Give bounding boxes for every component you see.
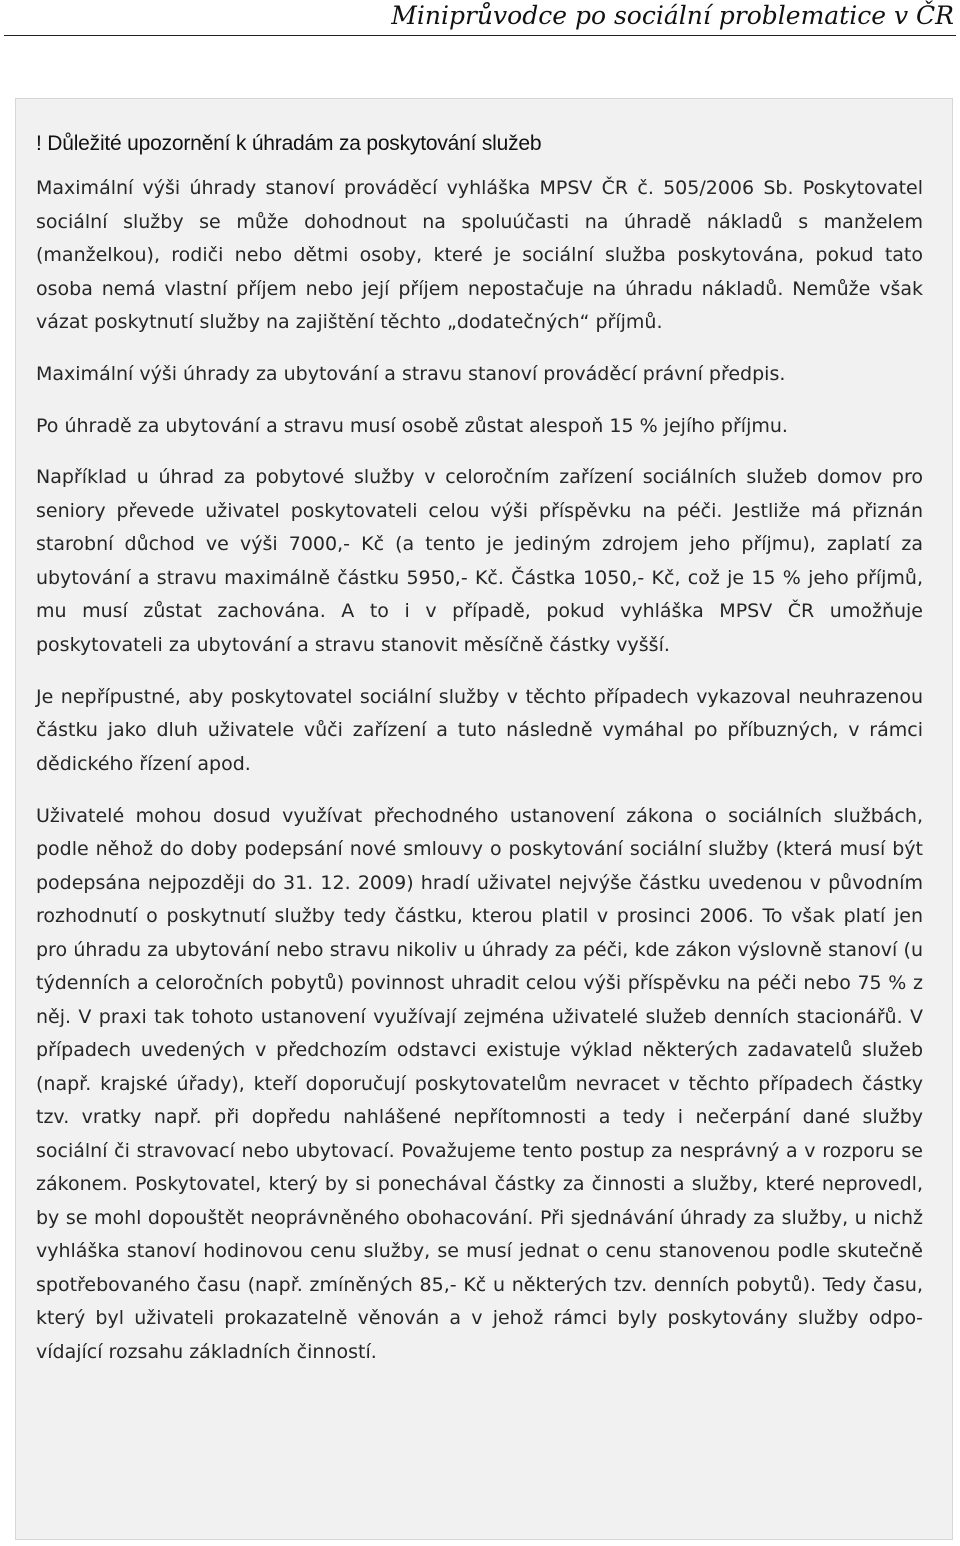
header-rule (4, 35, 956, 36)
paragraph-example: Například u úhrad za pobytové služby v celoročním zařízení sociálních služeb domov pro seniory převede uživatel poskytovateli celou výši příspěvku na péči. Jestliže má přiznán starobní důchod ve výši 7000,- Kč (a tento je jediným zdrojem jeho příjmu), zaplatí za ubytování a stravu maximálně částku 5950,- Kč. Částka 1050,- Kč, což je 15 % jeho příjmů, mu musí zůstat zachována. A to i v případě, pokud vyhláška MPSV ČR umožňuje poskytovateli za ubytování a stravu stanovit měsíčně částky vyšší. (36, 466, 923, 656)
notice-content (36, 172, 923, 1388)
paragraph-debt-prohibition: Je nepřípustné, aby poskytovatel sociální služby v těchto případech vykazoval neuhrazenou částku jako dluh uživatele vůči zařízení a tuto následně vymáhal po příbuzných, v rámci dědického řízení apod. (36, 685, 923, 775)
paragraph-accommodation-limit: Maximální výši úhrady za ubytování a stravu stanoví prováděcí právní předpis. (36, 363, 786, 385)
running-header-title: Miniprůvodce po sociální problematice v ČR (391, 1, 954, 30)
paragraph-max-fee: Maximální výši úhrady stanoví prováděcí vyhláška MPSV ČR č. 505/2006 Sb. Poskytovatel sociální služby se může dohodnout na spoluúčasti na úhradě nákladů s manželem (manželkou), rodiči nebo dětmi osoby, které je sociální služba poskytována, pokud tato osoba nemá vlastní příjem nebo její příjem nepostačuje na úhradu nákladů. Nemůže však vázat poskytnutí služby na zajištění těchto „dodatečných“ příjmů. (36, 177, 923, 333)
paragraph-income-reserve: Po úhradě za ubytování a stravu musí osobě zůstat alespoň 15 % jejího příjmu. (36, 414, 788, 437)
running-header (0, 0, 960, 36)
notice-title: ! Důležité upozornění k úhradám za poskytování služeb (36, 132, 542, 155)
paragraph-transitional-provision: Uživatelé mohou dosud využívat přechodného ustanovení zákona o sociálních službách, podle něhož do doby podepsání nové smlouvy o poskytování sociální služby (která musí být podepsána nejpozději do 31. 12. 2009) hradí uživatel nejvýše částku uvedenou v původním rozhodnutí o poskytnutí služby tedy částku, kterou platil v prosinci 2006. To však platí jen pro úhradu za ubytování nebo stravu nikoliv u úhrady za péči, kde zákon výslovně stanoví (u týdenních a celoročních pobytů) povinnost uhradit celou výši příspěvku na péči nebo 75 % z něj. V praxi tak tohoto ustanovení využívají zejména uživatelé služeb denních stacionářů. V případech uvedených v předchozím odstavci existuje výklad některých zadavatelů služeb (např. krajské úřady), kteří doporučují poskytovatelům nevracet v těchto případech částky tzv. vratky např. při dopředu nahlášené nepřítomnosti a tedy i nečerpání dané služby sociální či stravovací nebo ubytovací. Považujeme tento postup za nesprávný a v rozporu se zákonem. Poskytovatel, který by si ponechával částky za činnosti a služby, které neprovedl, by se mohl dopouštět neoprávněného obohacování. Při sjednávání úhrady za služby, u nichž vyhláška stanoví hodinovou cenu služby, se musí jednat o cenu stanovenou podle skutečně spotřebovaného času (např. zmíněných 85,- Kč u některých tzv. denních pobytů). Tedy času, který byl uživateli prokazatelně věnován a v jehož rámci byly poskytovány služby odpovídající rozsahu základních činností. (36, 804, 923, 1363)
